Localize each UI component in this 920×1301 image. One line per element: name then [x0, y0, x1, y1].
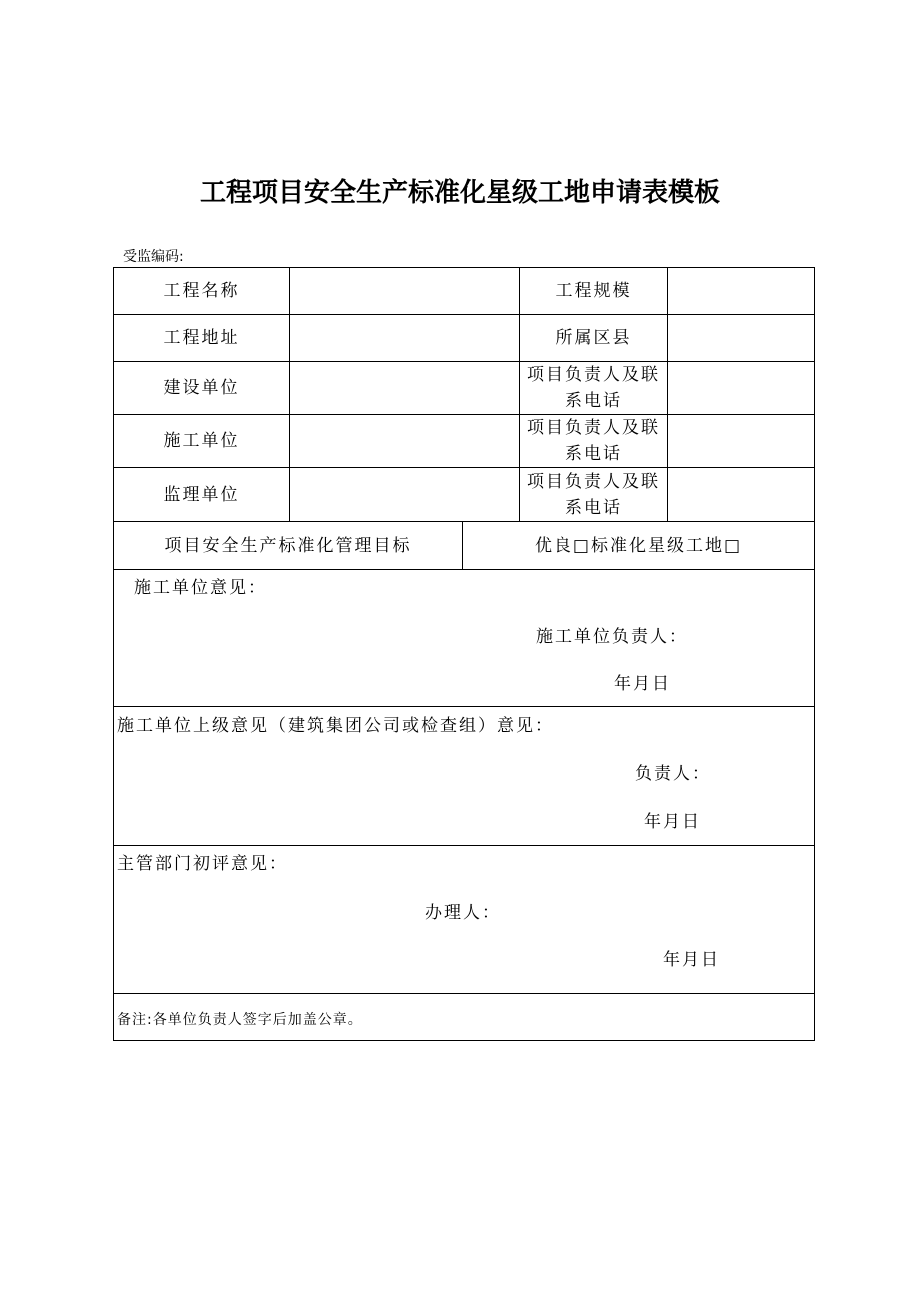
page-title: 工程项目安全生产标准化星级工地申请表模板	[199, 178, 720, 208]
authority-opinion-heading: 主管部门初评意见：	[117, 854, 288, 874]
contractor-date-label: 年月日	[614, 674, 671, 694]
contractor-contact-field[interactable]	[668, 415, 814, 467]
project-scale-field[interactable]	[668, 268, 814, 314]
contractor-contact-label: 项目负责人及联系电话	[527, 418, 660, 464]
project-name-field[interactable]	[290, 268, 519, 314]
district-field[interactable]	[668, 315, 814, 361]
construction-unit-label: 建设单位	[163, 378, 240, 398]
superior-opinion-heading: 施工单位上级意见（建筑集团公司或检查组）意见：	[117, 716, 554, 736]
contractor-signer-label: 施工单位负责人：	[536, 627, 688, 647]
supervision-code-label: 受监编码:	[123, 249, 184, 265]
superior-signer-label: 负责人：	[635, 764, 711, 784]
contractor-opinion-heading: 施工单位意见：	[134, 578, 267, 598]
remark-note: 备注:各单位负责人签字后加盖公章。	[117, 1012, 363, 1028]
project-address-label: 工程地址	[163, 328, 240, 348]
construction-unit-field[interactable]	[290, 362, 519, 414]
application-form-table	[113, 267, 815, 1041]
safety-goal-label: 项目安全生产标准化管理目标	[164, 535, 412, 556]
project-scale-label: 工程规模	[555, 281, 632, 301]
district-label: 所属区县	[555, 328, 632, 348]
construction-contact-label: 项目负责人及联系电话	[527, 365, 660, 411]
project-name-label: 工程名称	[163, 281, 240, 301]
superior-date-label: 年月日	[644, 812, 701, 832]
authority-handler-label: 办理人：	[425, 903, 501, 923]
supervision-unit-field[interactable]	[290, 468, 519, 521]
contractor-unit-field[interactable]	[290, 415, 519, 467]
supervision-unit-label: 监理单位	[163, 484, 240, 505]
safety-goal-options[interactable]: 优良□标准化星级工地□	[534, 535, 743, 556]
supervision-contact-field[interactable]	[668, 468, 814, 521]
contractor-unit-label: 施工单位	[163, 431, 240, 451]
project-address-field[interactable]	[290, 315, 519, 361]
authority-date-label: 年月日	[663, 950, 720, 970]
supervision-contact-label: 项目负责人及联系电话	[527, 471, 660, 518]
construction-contact-field[interactable]	[668, 362, 814, 414]
